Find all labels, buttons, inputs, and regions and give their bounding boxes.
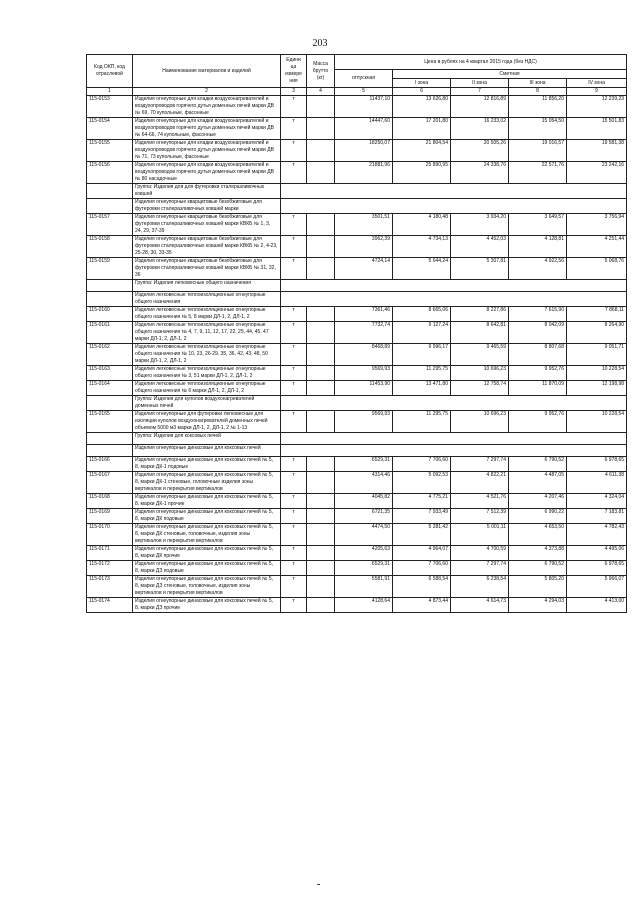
zone-4-price: 19 581,38 (567, 140, 627, 162)
zone-4-price: 6 978,65 (567, 457, 627, 472)
unit-cell: т (281, 494, 307, 509)
zone-2-price: 5 307,81 (451, 258, 509, 280)
zone-4-price: 9 051,71 (567, 344, 627, 366)
release-price: 18250,07 (335, 140, 393, 162)
zone-1-price: 5 644,24 (393, 258, 451, 280)
table-row (87, 472, 627, 494)
zone-3-price: 9 952,76 (509, 366, 567, 381)
zone-4-price: 15 501,83 (567, 118, 627, 140)
product-name: Изделия огнеупорные динасовые для коксовых печей № 5, 8, марки ДЗ прочие (133, 598, 281, 613)
zone-2-price: 12 816,89 (451, 96, 509, 118)
column-index: 5 (335, 88, 393, 96)
column-index: 9 (567, 88, 627, 96)
product-code: 115-0155 (87, 140, 133, 162)
column-index: 4 (307, 88, 335, 96)
zone-4-price: 7 183,81 (567, 509, 627, 524)
mass-cell (307, 509, 335, 524)
unit-cell: т (281, 140, 307, 162)
product-code: 115-0161 (87, 322, 133, 344)
table-row (87, 546, 627, 561)
zone-1-price: 13 626,80 (393, 96, 451, 118)
zone-2-price: 9 465,59 (451, 344, 509, 366)
unit-cell: т (281, 472, 307, 494)
group-code-cell (87, 396, 133, 411)
zone-1-price: 7 706,60 (393, 457, 451, 472)
zone-2-price: 12 758,74 (451, 381, 509, 396)
release-price: 4724,14 (335, 258, 393, 280)
product-name: Изделия огнеупорные для кладки воздухонагревателей и воздухопроводов горячего дутья доменных печей марки ДВ № 71, 73 купольные, фасонные (133, 140, 281, 162)
mass-cell (307, 411, 335, 433)
product-name: Изделия огнеупорные для кладки воздухонагревателей и воздухопроводов горячего дутья доменных печей марки ДВ № 80 насадочные (133, 162, 281, 184)
zone-3-price: 19 016,57 (509, 140, 567, 162)
table-row (87, 258, 627, 280)
product-name: Изделия огнеупорные кварцитовые безобжиговые для футеровки сталеразливочных ковшей марки КВКБ № 1, 3, 24, 29, 37-39 (133, 214, 281, 236)
unit-cell: т (281, 561, 307, 576)
mass-cell (307, 118, 335, 140)
column-index: 3 (281, 88, 307, 96)
group-title: Группа: Изделия легковесные общего назначения (133, 280, 281, 292)
group-row (87, 292, 627, 307)
zone-2-price: 7 297,74 (451, 561, 509, 576)
zone-1-price: 5 281,42 (393, 524, 451, 546)
zone-3-price: 6 790,52 (509, 457, 567, 472)
product-code: 115-0168 (87, 494, 133, 509)
product-name: Изделия огнеупорные для кладки воздухонагревателей и воздухопроводов горячего дутья доменных печей марки ДВ № 64-66, 74 купольные, фасонные (133, 118, 281, 140)
zone-2-price: 4 614,73 (451, 598, 509, 613)
zone-3-price: 4 373,88 (509, 546, 567, 561)
unit-cell: т (281, 457, 307, 472)
zone-1-price: 4 734,13 (393, 236, 451, 258)
table-row (87, 140, 627, 162)
zone-4-price: 6 978,65 (567, 561, 627, 576)
release-price: 4205,63 (335, 546, 393, 561)
group-code-cell (87, 199, 133, 214)
header-zone-3: III зона (509, 79, 567, 88)
product-code: 115-0164 (87, 381, 133, 396)
release-price: 5581,91 (335, 576, 393, 598)
zone-4-price: 10 228,54 (567, 411, 627, 433)
group-row (87, 433, 627, 445)
group-row (87, 184, 627, 199)
zone-3-price: 11 870,09 (509, 381, 567, 396)
release-price: 6529,31 (335, 457, 393, 472)
zone-3-price: 4 128,81 (509, 236, 567, 258)
zone-3-price: 4 294,03 (509, 598, 567, 613)
zone-3-price: 4 922,56 (509, 258, 567, 280)
zone-3-price: 6 990,22 (509, 509, 567, 524)
zone-1-price: 11 295,75 (393, 411, 451, 433)
mass-cell (307, 258, 335, 280)
group-row (87, 396, 627, 411)
table-row (87, 344, 627, 366)
zone-3-price: 8 042,09 (509, 322, 567, 344)
zone-3-price: 6 790,52 (509, 561, 567, 576)
header-name: Наименование материалов и изделий (133, 55, 281, 88)
release-price: 14447,60 (335, 118, 393, 140)
product-code: 115-0154 (87, 118, 133, 140)
product-code: 115-0160 (87, 307, 133, 322)
zone-2-price: 8 227,86 (451, 307, 509, 322)
product-code: 115-0165 (87, 411, 133, 433)
product-code: 115-0174 (87, 598, 133, 613)
mass-cell (307, 561, 335, 576)
header-zone-1: I зона (393, 79, 451, 88)
mass-cell (307, 307, 335, 322)
release-price: 4474,50 (335, 524, 393, 546)
product-code: 115-0158 (87, 236, 133, 258)
zone-4-price: 23 242,16 (567, 162, 627, 184)
zone-2-price: 16 233,02 (451, 118, 509, 140)
unit-cell: т (281, 236, 307, 258)
release-price: 4045,82 (335, 494, 393, 509)
product-name: Изделия легковесные теплоизоляционные огнеупорные общего назначения № 6 марки ДЛ-1, 2, ДЛ-1, 2 (133, 381, 281, 396)
product-name: Изделия легковесные теплоизоляционные огнеупорные общего назначения № 3, 51 марки ДЛ-1, 2, ДЛ-1, 2 (133, 366, 281, 381)
zone-2-price: 20 505,26 (451, 140, 509, 162)
zone-4-price: 4 782,43 (567, 524, 627, 546)
group-empty-cells (281, 433, 627, 445)
release-price: 3501,51 (335, 214, 393, 236)
group-row (87, 280, 627, 292)
group-title: Изделия огнеупорные динасовые для коксовых печей (133, 445, 281, 457)
table-row (87, 411, 627, 433)
release-price: 6529,31 (335, 561, 393, 576)
column-index: 8 (509, 88, 567, 96)
mass-cell (307, 236, 335, 258)
mass-cell (307, 524, 335, 546)
release-price: 11437,10 (335, 96, 393, 118)
column-index: 7 (451, 88, 509, 96)
zone-3-price: 11 856,20 (509, 96, 567, 118)
zone-3-price: 15 054,50 (509, 118, 567, 140)
page-number: 203 (312, 38, 328, 49)
zone-2-price: 6 238,54 (451, 576, 509, 598)
table-row (87, 96, 627, 118)
unit-cell: т (281, 258, 307, 280)
product-name: Изделия огнеупорные динасовые для коксовых печей № 5, 8, марки ДК-1 прочие (133, 494, 281, 509)
product-code: 115-0163 (87, 366, 133, 381)
group-code-cell (87, 292, 133, 307)
zone-2-price: 5 001,11 (451, 524, 509, 546)
product-code: 115-0166 (87, 457, 133, 472)
mass-cell (307, 472, 335, 494)
product-code: 115-0170 (87, 524, 133, 546)
zone-2-price: 24 338,76 (451, 162, 509, 184)
group-code-cell (87, 184, 133, 199)
table-row (87, 561, 627, 576)
zone-3-price: 22 571,76 (509, 162, 567, 184)
product-name: Изделия огнеупорные кварцитовые безобжиговые для футеровки сталеразливочных ковшей марки КВКБ № 31, 32, 36 (133, 258, 281, 280)
release-price: 9569,93 (335, 411, 393, 433)
column-index: 1 (87, 88, 133, 96)
table-row (87, 494, 627, 509)
header-unit: Едини ца измере ния (281, 55, 307, 88)
group-title: Изделия легковесные теплоизоляционные огнеупорные общего назначения (133, 292, 281, 307)
product-name: Изделия огнеупорные динасовые для коксовых печей № 5, 8, марки ДК прочие (133, 546, 281, 561)
mass-cell (307, 140, 335, 162)
header-estimated-price: Сметная (393, 70, 627, 79)
table-row (87, 509, 627, 524)
zone-1-price: 8 665,06 (393, 307, 451, 322)
zone-4-price: 12 198,98 (567, 381, 627, 396)
group-title: Группа: Изделия для куполов воздухонагревателей доменных печей (133, 396, 281, 411)
zone-1-price: 21 804,54 (393, 140, 451, 162)
mass-cell (307, 598, 335, 613)
group-title: Группа: Изделия для коксовых печей (133, 433, 281, 445)
mass-cell (307, 546, 335, 561)
unit-cell: т (281, 162, 307, 184)
product-name: Изделия легковесные теплоизоляционные огнеупорные общего назначения № 5, 8 марки ДЛ-1, 2, ДЛ-1, 2 (133, 307, 281, 322)
group-title: Группа: Изделия для для футеровки сталеразливочных ковшей (133, 184, 281, 199)
header-zone-4: IV зона (567, 79, 627, 88)
release-price: 7361,46 (335, 307, 393, 322)
mass-cell (307, 322, 335, 344)
mass-cell (307, 162, 335, 184)
table-row (87, 162, 627, 184)
product-name: Изделия легковесные теплоизоляционные огнеупорные общего назначения № 4, 7, 9, 11, 12, 17, 22, 25, 44, 45, 47 марки ДЛ-1, 2, ДЛ-1, 2 (133, 322, 281, 344)
product-code: 115-0153 (87, 96, 133, 118)
product-name: Изделия огнеупорные динасовые для коксовых печей № 5, 8, марки ДЗ стеновые, головочные, изделия зоны вертикалов и перекрытия вертикалов (133, 576, 281, 598)
zone-2-price: 4 822,21 (451, 472, 509, 494)
unit-cell: т (281, 214, 307, 236)
zone-1-price: 9 996,17 (393, 344, 451, 366)
table-row (87, 524, 627, 546)
mass-cell (307, 576, 335, 598)
product-name: Изделия легковесные теплоизоляционные огнеупорные общего назначения № 10, 23, 26-29, 35, 36, 42, 43, 48, 50 марки ДЛ-1, 2, ДЛ-1, 2 (133, 344, 281, 366)
product-code: 115-0159 (87, 258, 133, 280)
column-index: 6 (393, 88, 451, 96)
group-empty-cells (281, 292, 627, 307)
unit-cell: т (281, 96, 307, 118)
product-code: 115-0156 (87, 162, 133, 184)
zone-2-price: 10 696,23 (451, 411, 509, 433)
unit-cell: т (281, 411, 307, 433)
product-name: Изделия огнеупорные динасовые для коксовых печей № 5, 8, марки ДК-1 стеновые, головочные изделия зоны вертикалов и перекрытия вертикалов (133, 472, 281, 494)
unit-cell: т (281, 344, 307, 366)
zone-4-price: 3 756,94 (567, 214, 627, 236)
zone-2-price: 10 696,23 (451, 366, 509, 381)
zone-1-price: 7 706,60 (393, 561, 451, 576)
zone-1-price: 13 471,80 (393, 381, 451, 396)
zone-1-price: 25 890,95 (393, 162, 451, 184)
zone-3-price: 4 653,50 (509, 524, 567, 546)
table-row (87, 236, 627, 258)
zone-1-price: 17 201,80 (393, 118, 451, 140)
mass-cell (307, 344, 335, 366)
zone-3-price: 8 807,68 (509, 344, 567, 366)
product-name: Изделия огнеупорные динасовые для коксовых печей № 5, 8, марки ДЗ подовые (133, 561, 281, 576)
unit-cell: т (281, 381, 307, 396)
zone-2-price: 4 700,59 (451, 546, 509, 561)
header-zone-2: II зона (451, 79, 509, 88)
group-code-cell (87, 445, 133, 457)
group-empty-cells (281, 280, 627, 292)
zone-4-price: 5 966,07 (567, 576, 627, 598)
zone-4-price: 10 228,54 (567, 366, 627, 381)
zone-2-price: 8 642,81 (451, 322, 509, 344)
zone-2-price: 7 297,74 (451, 457, 509, 472)
group-empty-cells (281, 445, 627, 457)
zone-1-price: 4 775,21 (393, 494, 451, 509)
mass-cell (307, 214, 335, 236)
unit-cell: т (281, 546, 307, 561)
release-price: 7732,74 (335, 322, 393, 344)
group-empty-cells (281, 184, 627, 199)
mass-cell (307, 96, 335, 118)
zone-2-price: 4 452,03 (451, 236, 509, 258)
group-title: Изделия огнеупорные кварцитовые безобжиговые для футеровки сталеразливочных ковшей марки (133, 199, 281, 214)
group-row (87, 445, 627, 457)
zone-3-price: 9 952,76 (509, 411, 567, 433)
table-row (87, 576, 627, 598)
mass-cell (307, 366, 335, 381)
zone-1-price: 9 127,24 (393, 322, 451, 344)
group-code-cell (87, 433, 133, 445)
product-name: Изделия огнеупорные кварцитовые безобжиговые для футеровки сталеразливочных ковшей марки КВКБ № 2, 4-23, 25-28, 30, 33-35 (133, 236, 281, 258)
group-empty-cells (281, 396, 627, 411)
mass-cell (307, 494, 335, 509)
zone-4-price: 4 251,44 (567, 236, 627, 258)
zone-3-price: 3 649,57 (509, 214, 567, 236)
header-release-price: отпускная (335, 70, 393, 88)
zone-4-price: 7 868,11 (567, 307, 627, 322)
zone-1-price: 5 092,53 (393, 472, 451, 494)
zone-1-price: 6 588,54 (393, 576, 451, 598)
zone-1-price: 4 964,07 (393, 546, 451, 561)
release-price: 4314,46 (335, 472, 393, 494)
unit-cell: т (281, 509, 307, 524)
header-mass: Масса брутто (кг) (307, 55, 335, 88)
product-code: 115-0173 (87, 576, 133, 598)
release-price: 6721,35 (335, 509, 393, 524)
product-code: 115-0157 (87, 214, 133, 236)
release-price: 11453,90 (335, 381, 393, 396)
product-code: 115-0162 (87, 344, 133, 366)
zone-4-price: 4 324,04 (567, 494, 627, 509)
product-name: Изделия огнеупорные динасовые для коксовых печей № 5, 8, марки ДК стеновые, головочные, изделия зоны вертикалов и перекрытия вертикалов (133, 524, 281, 546)
product-code: 115-0172 (87, 561, 133, 576)
zone-4-price: 4 413,00 (567, 598, 627, 613)
zone-3-price: 7 615,90 (509, 307, 567, 322)
group-row (87, 199, 627, 214)
product-code: 115-0171 (87, 546, 133, 561)
header-price-group: Цена в рублях на 4 квартал 2015 года (без НДС) (335, 55, 627, 70)
product-name: Изделия огнеупорные динасовые для коксовых печей № 5, 8, марки ДК-1 подовые (133, 457, 281, 472)
table-row (87, 307, 627, 322)
unit-cell: т (281, 598, 307, 613)
group-code-cell (87, 280, 133, 292)
header-code: Код ОКП, код отраслевой (87, 55, 133, 88)
unit-cell: т (281, 366, 307, 381)
mass-cell (307, 457, 335, 472)
zone-4-price: 5 068,76 (567, 258, 627, 280)
table-row (87, 118, 627, 140)
zone-4-price: 8 264,90 (567, 322, 627, 344)
table-row (87, 322, 627, 344)
unit-cell: т (281, 118, 307, 140)
footer-mark (317, 884, 320, 885)
zone-3-price: 4 487,05 (509, 472, 567, 494)
zone-1-price: 11 295,75 (393, 366, 451, 381)
zone-4-price: 4 611,38 (567, 472, 627, 494)
group-empty-cells (281, 199, 627, 214)
zone-4-price: 4 495,06 (567, 546, 627, 561)
unit-cell: т (281, 576, 307, 598)
release-price: 21881,96 (335, 162, 393, 184)
zone-2-price: 3 934,20 (451, 214, 509, 236)
zone-1-price: 4 180,48 (393, 214, 451, 236)
mass-cell (307, 381, 335, 396)
table-body (87, 96, 627, 613)
product-name: Изделия огнеупорные для кладки воздухонагревателей и воздухопроводов горячего дутья доменных печей марки ДВ № 69, 70 купольные, фасонные (133, 96, 281, 118)
release-price: 9569,93 (335, 366, 393, 381)
column-index-row (87, 88, 627, 96)
zone-2-price: 4 521,76 (451, 494, 509, 509)
column-index: 2 (133, 88, 281, 96)
zone-1-price: 4 873,44 (393, 598, 451, 613)
table-row (87, 457, 627, 472)
table-row (87, 598, 627, 613)
product-code: 115-0169 (87, 509, 133, 524)
zone-3-price: 4 207,46 (509, 494, 567, 509)
release-price: 4128,64 (335, 598, 393, 613)
unit-cell: т (281, 307, 307, 322)
product-code: 115-0167 (87, 472, 133, 494)
unit-cell: т (281, 322, 307, 344)
product-name: Изделия огнеупорные динасовые для коксовых печей № 5, 8, марки ДК подовые (133, 509, 281, 524)
zone-4-price: 12 239,23 (567, 96, 627, 118)
price-table (86, 54, 627, 613)
release-price: 8468,89 (335, 344, 393, 366)
table-row (87, 381, 627, 396)
table-row (87, 366, 627, 381)
table-row (87, 214, 627, 236)
unit-cell: т (281, 524, 307, 546)
release-price: 3962,39 (335, 236, 393, 258)
zone-2-price: 7 512,39 (451, 509, 509, 524)
zone-1-price: 7 933,49 (393, 509, 451, 524)
product-name: Изделия огнеупорные для футеровки легковесные для изоляции куполов воздухонагревателей доменных печей объемом 5000 м3 марки ДЛ-1, 2, ДЛ-1, 2 № 1-13 (133, 411, 281, 433)
zone-3-price: 5 805,20 (509, 576, 567, 598)
